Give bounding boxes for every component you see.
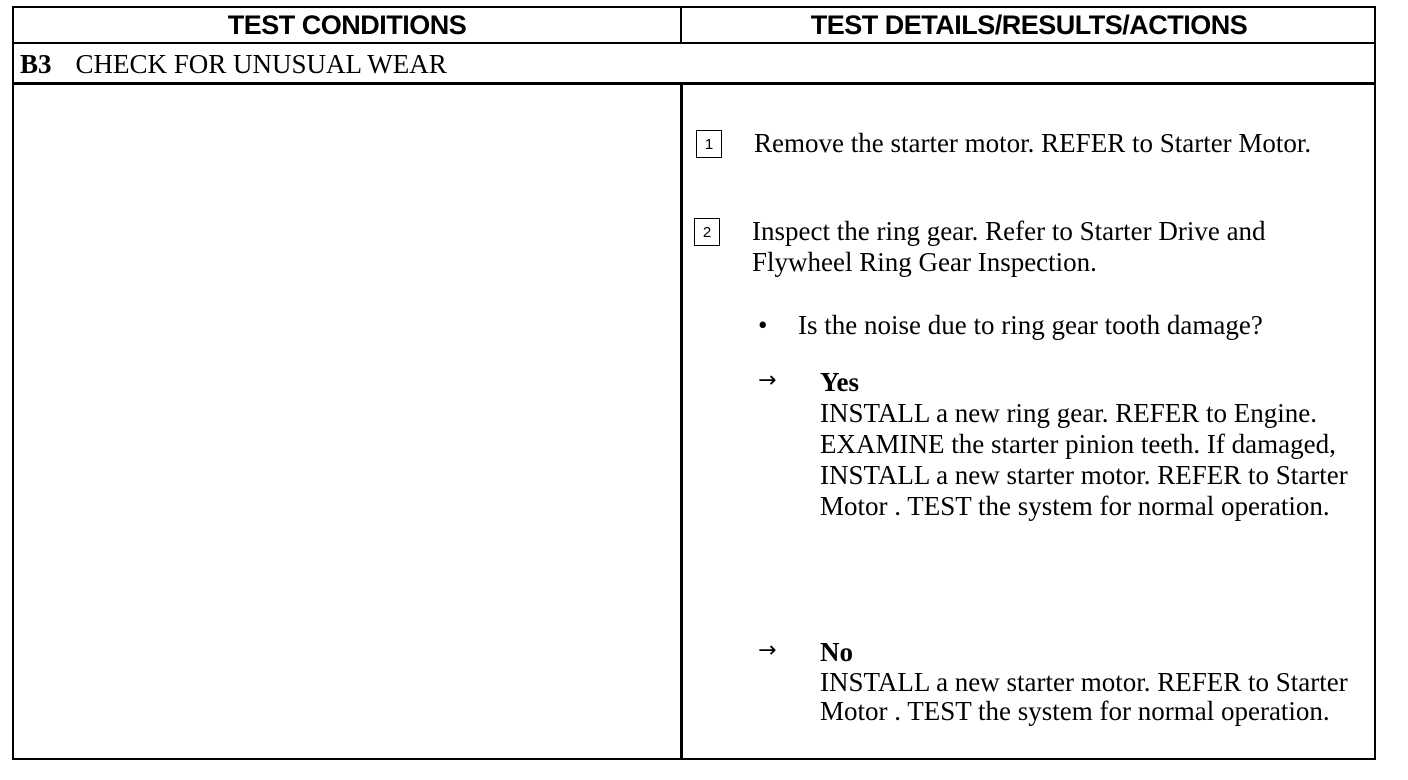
step-number-box: 1 — [696, 130, 722, 158]
arrow-right-icon: → — [758, 638, 777, 663]
answer-yes-text: INSTALL a new ring gear. REFER to Engine. EXAMINE the starter pinion teeth. If damaged, INSTALL a new starter motor. REFER to Starter Motor . TEST the system for normal operation. — [820, 398, 1348, 521]
answer-yes-label: Yes — [820, 367, 859, 397]
header-rule — [14, 42, 1374, 44]
answer-no-label: No — [820, 637, 853, 667]
question-text: Is the noise due to ring gear tooth damage? — [798, 310, 1263, 340]
step-2 — [694, 218, 1374, 288]
step-number-box: 2 — [694, 218, 720, 246]
header-test-conditions: TEST CONDITIONS — [227, 9, 467, 40]
section-title — [20, 46, 447, 82]
header-test-details: TEST DETAILS/RESULTS/ACTIONS — [810, 9, 1248, 40]
answer-no-text: INSTALL a new starter motor. REFER to Starter Motor . TEST the system for normal operation. — [820, 667, 1348, 726]
step-text: Remove the starter motor. REFER to Starter Motor. — [754, 128, 1312, 158]
procedure-table — [12, 6, 1376, 760]
arrow-right-icon: → — [758, 368, 777, 393]
section-name: CHECK FOR UNUSUAL WEAR — [75, 48, 447, 79]
question-row — [758, 310, 1358, 342]
section-code: B3 — [20, 48, 52, 79]
column-divider — [680, 85, 683, 758]
step-text: Inspect the ring gear. Refer to Starter Drive and Flywheel Ring Gear Inspection. — [752, 216, 1266, 277]
section-rule — [14, 82, 1374, 85]
bullet-icon: • — [758, 310, 768, 340]
step-1 — [696, 130, 1376, 200]
